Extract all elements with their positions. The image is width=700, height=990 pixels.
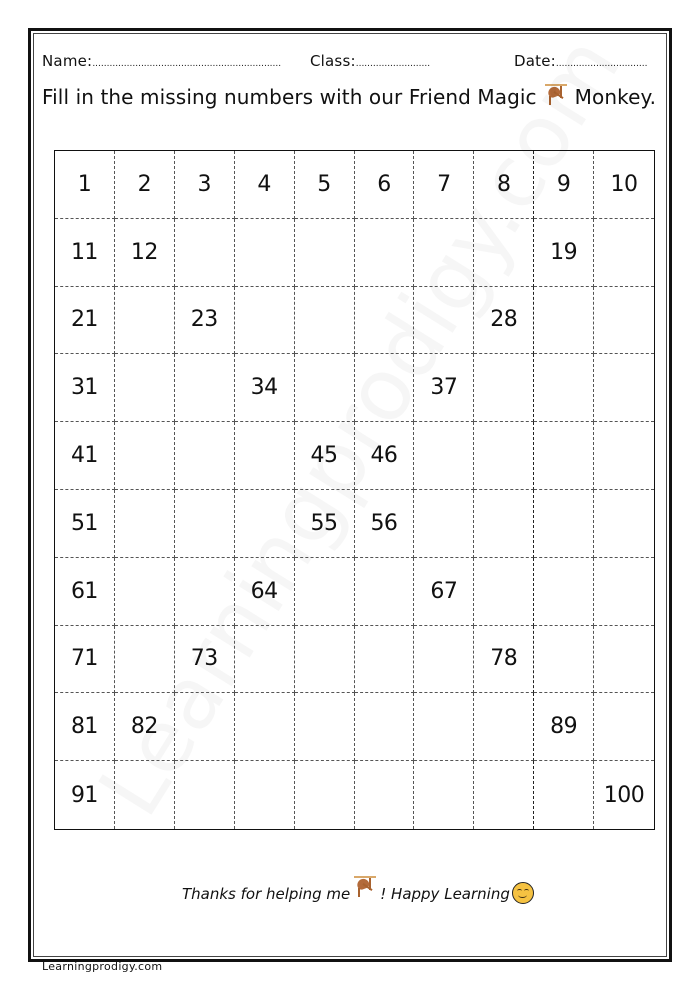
blank-cell[interactable] (175, 490, 235, 558)
thank-you-message (182, 876, 534, 904)
number-cell: 34 (235, 354, 295, 422)
blank-cell[interactable] (534, 490, 594, 558)
number-cell: 100 (603, 782, 645, 808)
number-cell: 89 (534, 693, 594, 761)
date-blank: ................................ (555, 59, 648, 69)
blank-cell[interactable] (355, 287, 415, 355)
blank-cell[interactable] (295, 626, 355, 694)
number-cell: 82 (115, 693, 175, 761)
blank-cell[interactable] (235, 693, 295, 761)
blank-cell[interactable] (295, 287, 355, 355)
name-field (42, 52, 281, 70)
blank-cell[interactable] (235, 219, 295, 287)
blank-cell[interactable] (534, 761, 594, 829)
blank-cell[interactable] (594, 422, 654, 490)
name-label: Name: (42, 52, 93, 70)
blank-cell[interactable] (115, 558, 175, 626)
number-cell: 37 (414, 354, 474, 422)
blank-cell[interactable] (295, 354, 355, 422)
number-cell: 31 (55, 354, 115, 422)
class-label: Class: (310, 52, 356, 70)
blank-cell[interactable] (235, 626, 295, 694)
blank-cell[interactable] (534, 558, 594, 626)
blank-cell[interactable] (115, 287, 175, 355)
number-cell: 4 (235, 151, 295, 219)
number-cell: 28 (474, 287, 534, 355)
date-label: Date: (514, 52, 556, 70)
number-cell: 9 (534, 151, 594, 219)
thank-you-text: Thanks for helping me (182, 885, 351, 903)
number-cell: 64 (235, 558, 295, 626)
blank-cell[interactable] (594, 354, 654, 422)
site-credit: Learningprodigy.com (42, 960, 163, 973)
hundred-chart-grid (54, 150, 655, 830)
blank-cell[interactable] (534, 354, 594, 422)
blank-cell[interactable] (355, 761, 415, 829)
blank-cell[interactable] (414, 693, 474, 761)
class-blank: .......................... (355, 59, 431, 69)
blank-cell[interactable] (534, 287, 594, 355)
instruction-text (42, 84, 672, 109)
instruction-text-end: Monkey. (574, 85, 657, 109)
blank-cell[interactable] (414, 626, 474, 694)
number-cell: 12 (115, 219, 175, 287)
blank-cell[interactable] (175, 354, 235, 422)
blank-cell[interactable] (295, 219, 355, 287)
blank-cell[interactable] (235, 761, 295, 829)
number-cell: 21 (55, 287, 115, 355)
blank-cell[interactable] (175, 558, 235, 626)
blank-cell[interactable] (355, 693, 415, 761)
blank-cell[interactable] (474, 422, 534, 490)
blank-cell[interactable] (594, 626, 654, 694)
number-cell: 51 (55, 490, 115, 558)
number-cell: 73 (175, 626, 235, 694)
blank-cell[interactable] (235, 422, 295, 490)
blank-cell[interactable] (414, 422, 474, 490)
class-field (310, 52, 430, 70)
number-cell: 56 (355, 490, 415, 558)
name-blank: .................................................................. (92, 59, 282, 69)
number-cell: 91 (55, 761, 115, 829)
number-cell: 23 (175, 287, 235, 355)
number-cell: 67 (414, 558, 474, 626)
number-cell: 7 (414, 151, 474, 219)
blank-cell[interactable] (355, 558, 415, 626)
blank-cell[interactable] (115, 490, 175, 558)
blank-cell[interactable] (175, 219, 235, 287)
number-cell: 10 (594, 151, 654, 219)
number-cell: 1 (55, 151, 115, 219)
number-cell: 61 (55, 558, 115, 626)
blank-cell[interactable] (115, 761, 175, 829)
number-cell: 78 (474, 626, 534, 694)
smiley-icon (512, 882, 534, 904)
blank-cell[interactable] (474, 354, 534, 422)
number-cell: 55 (295, 490, 355, 558)
number-cell: 8 (474, 151, 534, 219)
blank-cell[interactable] (175, 693, 235, 761)
blank-cell[interactable] (474, 219, 534, 287)
date-field (514, 52, 647, 70)
blank-cell[interactable] (175, 422, 235, 490)
monkey-icon (543, 84, 569, 106)
blank-cell[interactable] (295, 693, 355, 761)
blank-cell[interactable] (474, 490, 534, 558)
blank-cell[interactable] (295, 558, 355, 626)
number-cell: 71 (55, 626, 115, 694)
blank-cell[interactable] (115, 626, 175, 694)
blank-cell[interactable] (534, 626, 594, 694)
blank-cell[interactable] (594, 558, 654, 626)
blank-cell[interactable] (594, 219, 654, 287)
number-cell: 81 (55, 693, 115, 761)
blank-cell[interactable] (594, 693, 654, 761)
blank-cell[interactable] (474, 761, 534, 829)
number-cell: 46 (355, 422, 415, 490)
blank-cell[interactable] (235, 490, 295, 558)
number-cell: 2 (115, 151, 175, 219)
blank-cell[interactable] (355, 219, 415, 287)
monkey-icon (352, 876, 378, 898)
number-cell: 3 (175, 151, 235, 219)
blank-cell[interactable] (355, 354, 415, 422)
instruction-text-start: Fill in the missing numbers with our Friend Magic (42, 85, 537, 109)
blank-cell[interactable] (534, 422, 594, 490)
number-cell: 41 (55, 422, 115, 490)
blank-cell[interactable] (115, 354, 175, 422)
student-info-row (42, 52, 668, 72)
number-cell: 11 (55, 219, 115, 287)
blank-cell[interactable] (414, 761, 474, 829)
blank-cell[interactable] (175, 761, 235, 829)
number-cell: 5 (295, 151, 355, 219)
number-cell: 45 (295, 422, 355, 490)
blank-cell[interactable] (235, 287, 295, 355)
blank-cell[interactable] (414, 219, 474, 287)
blank-cell[interactable] (594, 287, 654, 355)
blank-cell[interactable] (414, 490, 474, 558)
blank-cell[interactable] (115, 422, 175, 490)
blank-cell[interactable] (474, 558, 534, 626)
happy-learning-text: ! Happy Learning (380, 885, 510, 903)
blank-cell[interactable] (594, 490, 654, 558)
number-cell: 6 (355, 151, 415, 219)
blank-cell[interactable] (474, 693, 534, 761)
blank-cell[interactable] (295, 761, 355, 829)
blank-cell[interactable] (414, 287, 474, 355)
number-cell: 19 (534, 219, 594, 287)
blank-cell[interactable] (355, 626, 415, 694)
